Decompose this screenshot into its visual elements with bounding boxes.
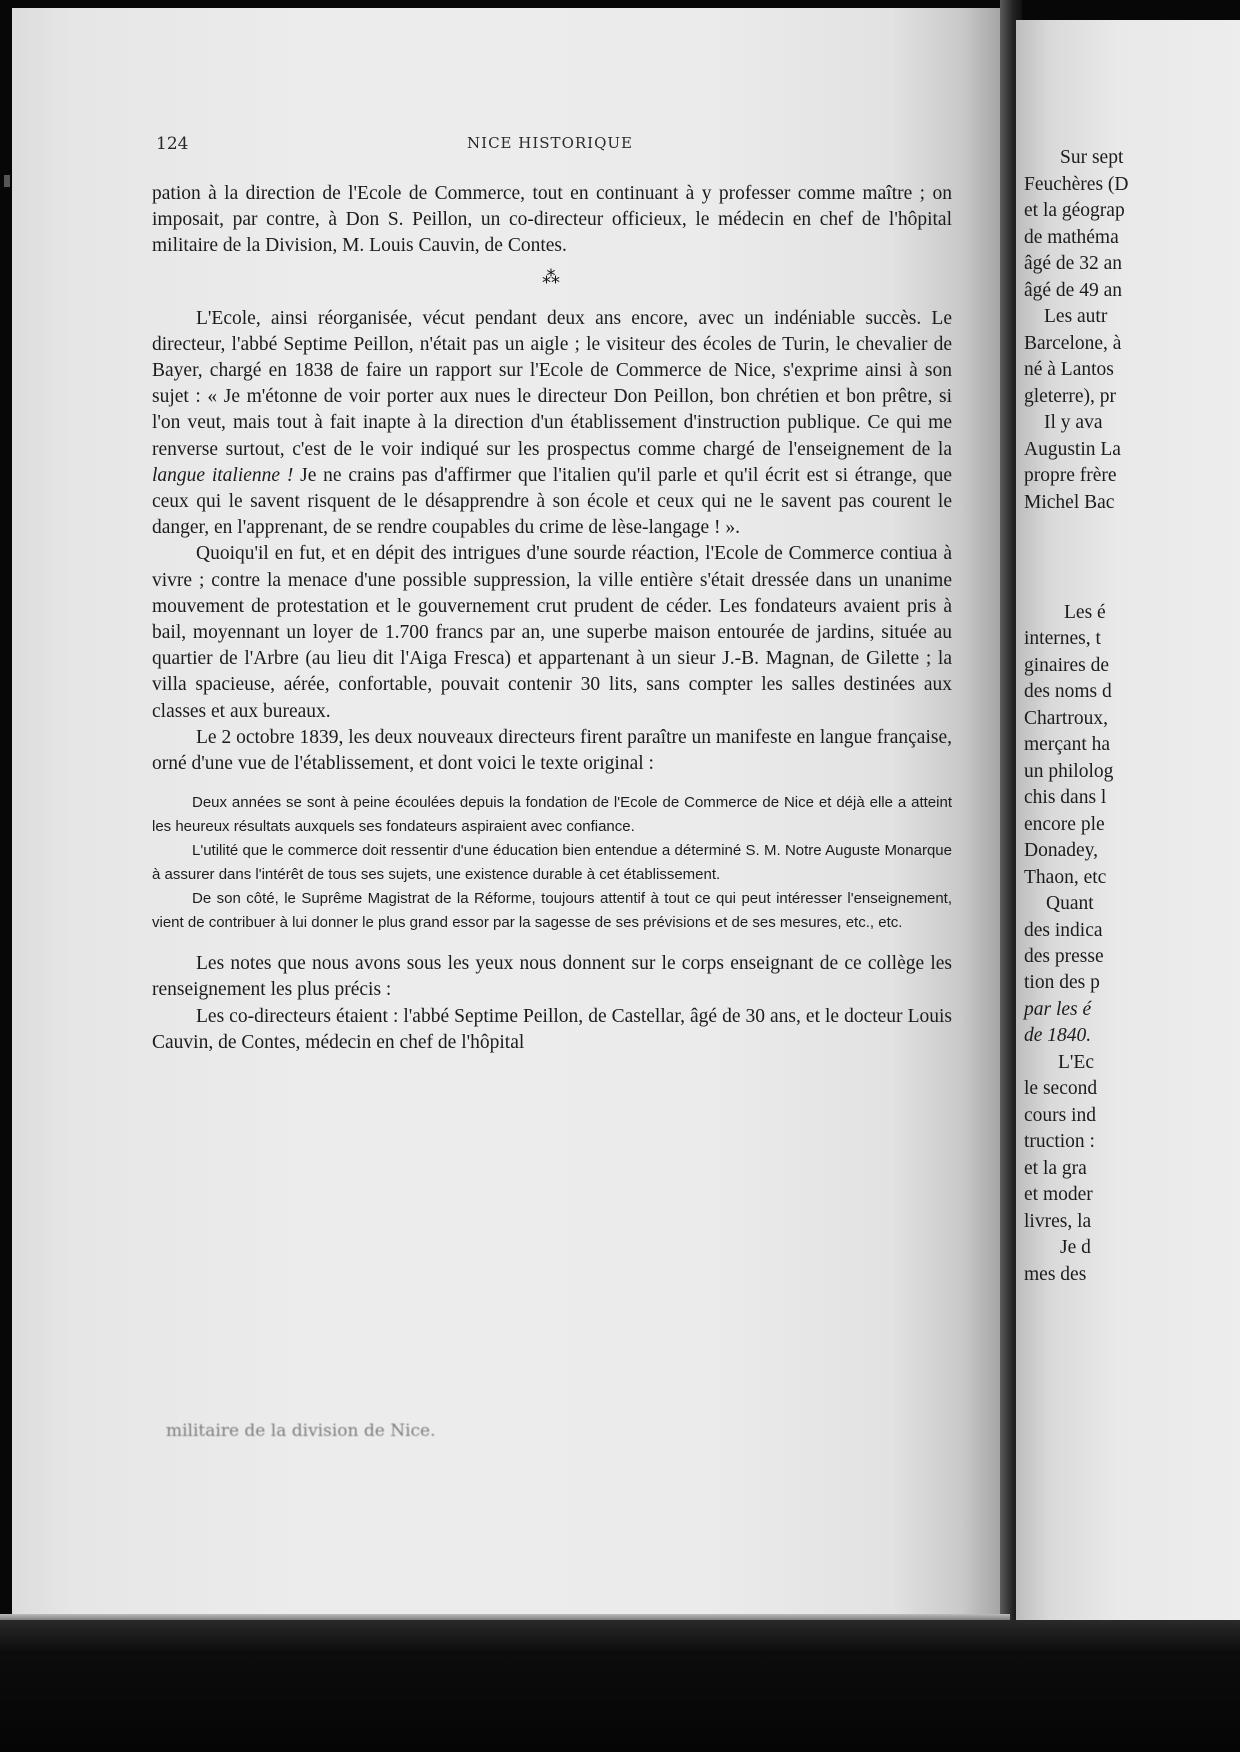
paragraph-1: pation à la direction de l'Ecole de Commerce, tout en continuant à y professer comme maître ; on imposait, par contre, à Don S. Peillon, un co-directeur officieux, le médecin en chef de l'hôpital militaire de la Division, M. Louis Cauvin, de Contes. <box>152 183 952 257</box>
paragraph-6: Les co-directeurs étaient : l'abbé Septime Peillon, de Castellar, âgé de 30 ans, et le docteur Louis Cauvin, de Contes, médecin en chef de l'hôpital <box>152 1005 952 1053</box>
paragraph-3: Quoiqu'il en fut, et en dépit des intrigues d'une sourde réaction, l'Ecole de Commerce contiua à vivre ; contre la menace d'une possible suppression, la ville entière s'était dressée dans un unanime mouvement de protestation et le gouvernement crut prudent de céder. Les fondateurs avaient pris à bail, moyennant un loyer de 1.700 francs par an, une superbe maison entourée de jardins, située au quartier de l'Arbre (au lieu dit l'Aiga Fresca) et appartenant à un sieur J.-B. Magnan, de Gilette ; la villa spacieuse, aérée, confortable, pouvait contenir 30 lits, sans compter les salles destinées aux classes et aux bureaux. <box>152 543 952 722</box>
right-page-line: Michel Bac <box>1024 492 1115 513</box>
faded-last-line: militaire de la division de Nice. <box>166 1421 436 1441</box>
right-page-line: Sur sept <box>1060 147 1124 168</box>
right-page-line: gleterre), pr <box>1024 386 1117 407</box>
right-page-line: Feuchères (D <box>1024 174 1129 195</box>
right-page-line: mes des <box>1024 1264 1087 1285</box>
right-page-line: et moder <box>1024 1184 1093 1205</box>
dark-background <box>0 1620 1240 1752</box>
binding-mark <box>4 175 10 187</box>
right-page-line: par les é <box>1024 999 1092 1020</box>
right-page-line: Quant <box>1046 893 1094 914</box>
paragraph-2-italic: langue italienne ! <box>152 464 294 486</box>
right-page-line: de 1840. <box>1024 1025 1092 1046</box>
right-page-line: truction : <box>1024 1131 1095 1152</box>
right-page-line: un philolog <box>1024 761 1114 782</box>
right-page-line: Augustin La <box>1024 439 1121 460</box>
paragraph-4: Le 2 octobre 1839, les deux nouveaux directeurs firent paraître un manifeste en langue française, orné d'une vue de l'établissement, et dont voici le texte original : <box>152 726 952 775</box>
right-page-line: Il y ava <box>1044 412 1103 433</box>
right-page-line: et la géograp <box>1024 200 1125 221</box>
right-page-line: Donadey, <box>1024 840 1099 861</box>
right-page <box>1016 20 1240 1620</box>
right-page-line: né à Lantos <box>1024 359 1114 380</box>
manifesto-quote <box>152 791 952 935</box>
right-page-line: des presse <box>1024 946 1104 967</box>
right-page-line: L'Ec <box>1058 1052 1094 1073</box>
right-page-line: tion des p <box>1024 972 1100 993</box>
quote-paragraph-1: Deux années se sont à peine écoulées depuis la fondation de l'Ecole de Commerce de Nice et déjà elle a atteint les heureux résultats auxquels ses fondateurs aspiraient avec confiance. <box>152 794 952 836</box>
right-page-line: Les é <box>1064 602 1106 623</box>
paragraph-2 <box>152 306 952 542</box>
right-page-line: âgé de 32 an <box>1024 253 1122 274</box>
section-ornament <box>152 260 952 306</box>
right-page-line: âgé de 49 an <box>1024 280 1122 301</box>
right-page-line: et la gra <box>1024 1158 1087 1179</box>
right-page-line: Je d <box>1060 1237 1091 1258</box>
page-header-title: NICE HISTORIQUE <box>467 134 633 152</box>
right-page-line: de mathéma <box>1024 227 1119 248</box>
right-page-line: merçant ha <box>1024 734 1111 755</box>
right-page-line: Chartroux, <box>1024 708 1108 729</box>
quote-paragraph-3: De son côté, le Suprême Magistrat de la Réforme, toujours attentif à tout ce qui peut intéresser l'enseignement, vient de contribuer à lui donner le plus grand essor par la sagesse de ses prévisions et de ses mesures, etc., etc. <box>152 890 952 932</box>
right-page-line: encore ple <box>1024 814 1105 835</box>
right-page-line: Les autr <box>1044 306 1108 327</box>
running-head <box>140 134 960 158</box>
right-page-line: cours ind <box>1024 1105 1097 1126</box>
paragraph-2-text-a: L'Ecole, ainsi réorganisée, vécut pendant deux ans encore, avec un indéniable succès. Le directeur, l'abbé Septime Peillon, n'était pas un aigle ; le visiteur des écoles de Turin, le chevalier de Bayer, chargé en 1838 de faire un rapport sur l'Ecole de Commerce de Nice, s'exprime ainsi à son sujet : « Je m'étonne de voir porter aux nues le directeur Don Peillon, bon chrétien et bon prêtre, si l'on veut, mais tout à fait inapte à la direction d'un établissement d'instruction publique. Ce qui me renverse surtout, c'est de le voir indiqué sur les prospectus comme chargé de l'enseignement de la <box>152 307 952 460</box>
right-page-line: livres, la <box>1024 1211 1092 1232</box>
left-page-body <box>152 181 952 1056</box>
page-number: 124 <box>156 134 189 154</box>
right-page-line: des noms d <box>1024 681 1112 702</box>
right-page-line: le second <box>1024 1078 1098 1099</box>
right-page-line: chis dans l <box>1024 787 1107 808</box>
right-page-line: ginaires de <box>1024 655 1110 676</box>
paragraph-2-text-b: Je ne crains pas d'affirmer que l'italien qu'il parle et qu'il écrit est si étrange, que ceux qui le savent risquent de le désapprendre à son école et ceux qui ne le savent pas courent le danger, en l'apprenant, de se rendre coupables du crime de lèse-langage ! ». <box>152 464 952 539</box>
asterism-icon: ⁂ <box>542 266 562 287</box>
quote-paragraph-2: L'utilité que le commerce doit ressentir d'une éducation bien entendue a déterminé S. M. Notre Auguste Monarque à assurer dans l'intérêt de tous ses sujets, une existence durable à cet établissement. <box>152 842 952 884</box>
right-page-line: Barcelone, à <box>1024 333 1122 354</box>
right-page-line: des indica <box>1024 920 1103 941</box>
right-page-line: propre frère <box>1024 465 1117 486</box>
right-page-line: Thaon, etc <box>1024 867 1107 888</box>
right-page-line: internes, t <box>1024 628 1101 649</box>
paragraph-5: Les notes que nous avons sous les yeux nous donnent sur le corps enseignant de ce collège les renseignement les plus précis : <box>152 953 952 1001</box>
